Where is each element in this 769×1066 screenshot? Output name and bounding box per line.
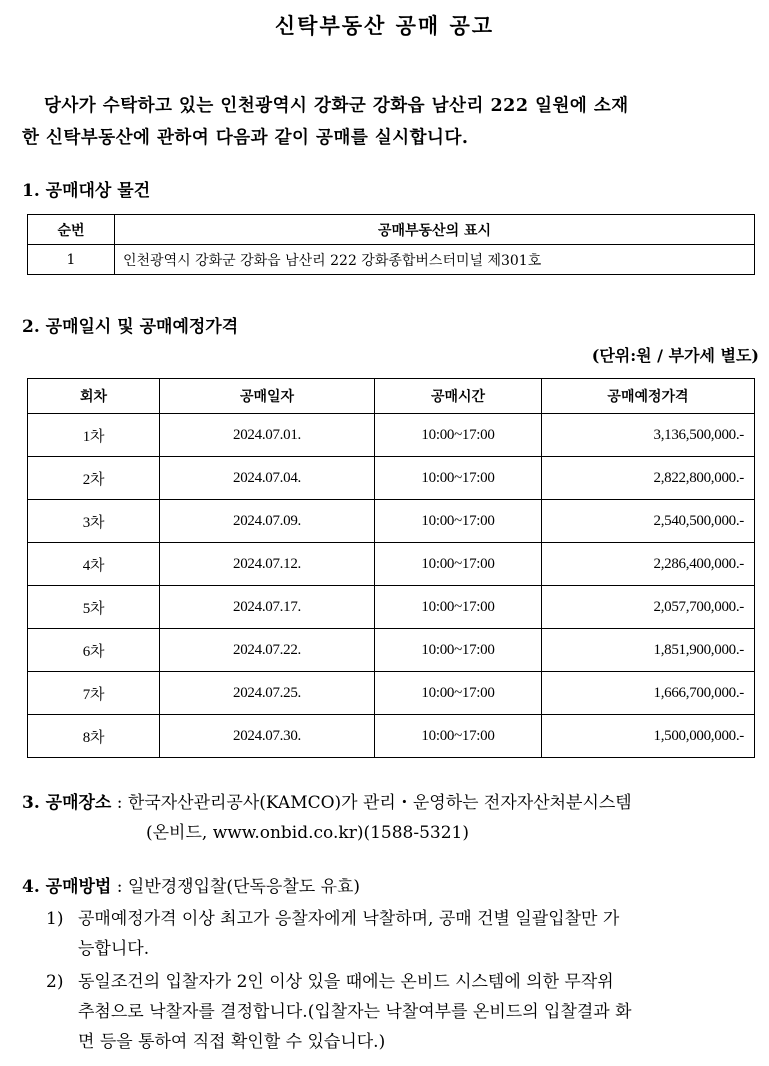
col-header-price: 공매예정가격 — [542, 379, 755, 414]
time: 10:00~17:00 — [375, 543, 542, 586]
table-row — [28, 414, 755, 457]
table-row — [28, 457, 755, 500]
schedule-table-header — [28, 379, 755, 414]
table-row — [28, 672, 755, 715]
date: 2024.07.17. — [160, 586, 375, 629]
date: 2024.07.09. — [160, 500, 375, 543]
date: 2024.07.25. — [160, 672, 375, 715]
property-no: 1 — [28, 245, 115, 275]
date: 2024.07.22. — [160, 629, 375, 672]
intro-paragraph — [22, 90, 762, 154]
price: 2,822,800,000.- — [542, 457, 755, 500]
time: 10:00~17:00 — [375, 629, 542, 672]
date: 2024.07.30. — [160, 715, 375, 758]
section3-text-2: (온비드, www.onbid.co.kr)(1588-5321) — [146, 823, 469, 843]
table-row — [28, 500, 755, 543]
round: 6차 — [28, 629, 160, 672]
time: 10:00~17:00 — [375, 586, 542, 629]
item-2-line-1: 동일조건의 입찰자가 2인 이상 있을 때에는 온비드 시스템에 의한 무작위 — [78, 972, 614, 992]
page-title: 신탁부동산 공매 공고 — [274, 13, 495, 38]
price: 1,666,700,000.- — [542, 672, 755, 715]
round: 2차 — [28, 457, 160, 500]
section1-heading: 1. 공매대상 물건 — [22, 181, 151, 201]
schedule-table — [27, 378, 755, 758]
time: 10:00~17:00 — [375, 715, 542, 758]
item-1-line-1: 공매예정가격 이상 최고가 응찰자에게 낙찰하며, 공매 건별 일괄입찰만 가 — [78, 909, 620, 929]
item-2-line-3: 면 등을 통하여 직접 확인할 수 있습니다.) — [78, 1032, 386, 1052]
time: 10:00~17:00 — [375, 500, 542, 543]
intro-line-1: 당사가 수탁하고 있는 인천광역시 강화군 강화읍 남산리 222 일원에 소재 — [44, 96, 629, 116]
price: 1,500,000,000.- — [542, 715, 755, 758]
section4-method: : 일반경쟁입찰(단독응찰도 유효) — [111, 877, 361, 897]
price: 1,851,900,000.- — [542, 629, 755, 672]
section4-label: 4. 공매방법 — [22, 877, 112, 897]
price: 2,540,500,000.- — [542, 500, 755, 543]
round: 4차 — [28, 543, 160, 586]
table-row — [28, 245, 755, 275]
time: 10:00~17:00 — [375, 414, 542, 457]
section3-label: 3. 공매장소 — [22, 793, 112, 813]
col-header-date: 공매일자 — [160, 379, 375, 414]
col-header-no: 순번 — [28, 215, 115, 245]
property-desc: 인천광역시 강화군 강화읍 남산리 222 강화종합버스터미널 제301호 — [115, 245, 755, 275]
round: 3차 — [28, 500, 160, 543]
round: 8차 — [28, 715, 160, 758]
col-header-time: 공매시간 — [375, 379, 542, 414]
item-1-number: 1) — [46, 909, 64, 929]
time: 10:00~17:00 — [375, 457, 542, 500]
table-row — [28, 715, 755, 758]
item-2-number: 2) — [46, 972, 64, 992]
round: 1차 — [28, 414, 160, 457]
item-1-line-2: 능합니다. — [78, 939, 150, 959]
property-table — [27, 214, 755, 275]
section3-text-1: : 한국자산관리공사(KAMCO)가 관리・운영하는 전자자산처분시스템 — [111, 793, 632, 813]
round: 7차 — [28, 672, 160, 715]
price: 2,057,700,000.- — [542, 586, 755, 629]
table-row — [28, 586, 755, 629]
col-header-desc: 공매부동산의 표시 — [115, 215, 755, 245]
unit-note: (단위:원 / 부가세 별도) — [591, 346, 759, 365]
date: 2024.07.12. — [160, 543, 375, 586]
table-row — [28, 543, 755, 586]
property-table-header — [28, 215, 755, 245]
section2-heading: 2. 공매일시 및 공매예정가격 — [22, 317, 239, 337]
section4-line-1 — [22, 871, 762, 903]
intro-line-2: 한 신탁부동산에 관하여 다음과 같이 공매를 실시합니다. — [22, 128, 469, 148]
table-row — [28, 629, 755, 672]
round: 5차 — [28, 586, 160, 629]
section3-line-1 — [22, 787, 762, 819]
date: 2024.07.04. — [160, 457, 375, 500]
time: 10:00~17:00 — [375, 672, 542, 715]
date: 2024.07.01. — [160, 414, 375, 457]
price: 3,136,500,000.- — [542, 414, 755, 457]
price: 2,286,400,000.- — [542, 543, 755, 586]
col-header-round: 회차 — [28, 379, 160, 414]
item-2-line-2: 추첨으로 낙찰자를 결정합니다.(입찰자는 낙찰여부를 온비드의 입찰결과 화 — [78, 1002, 632, 1022]
